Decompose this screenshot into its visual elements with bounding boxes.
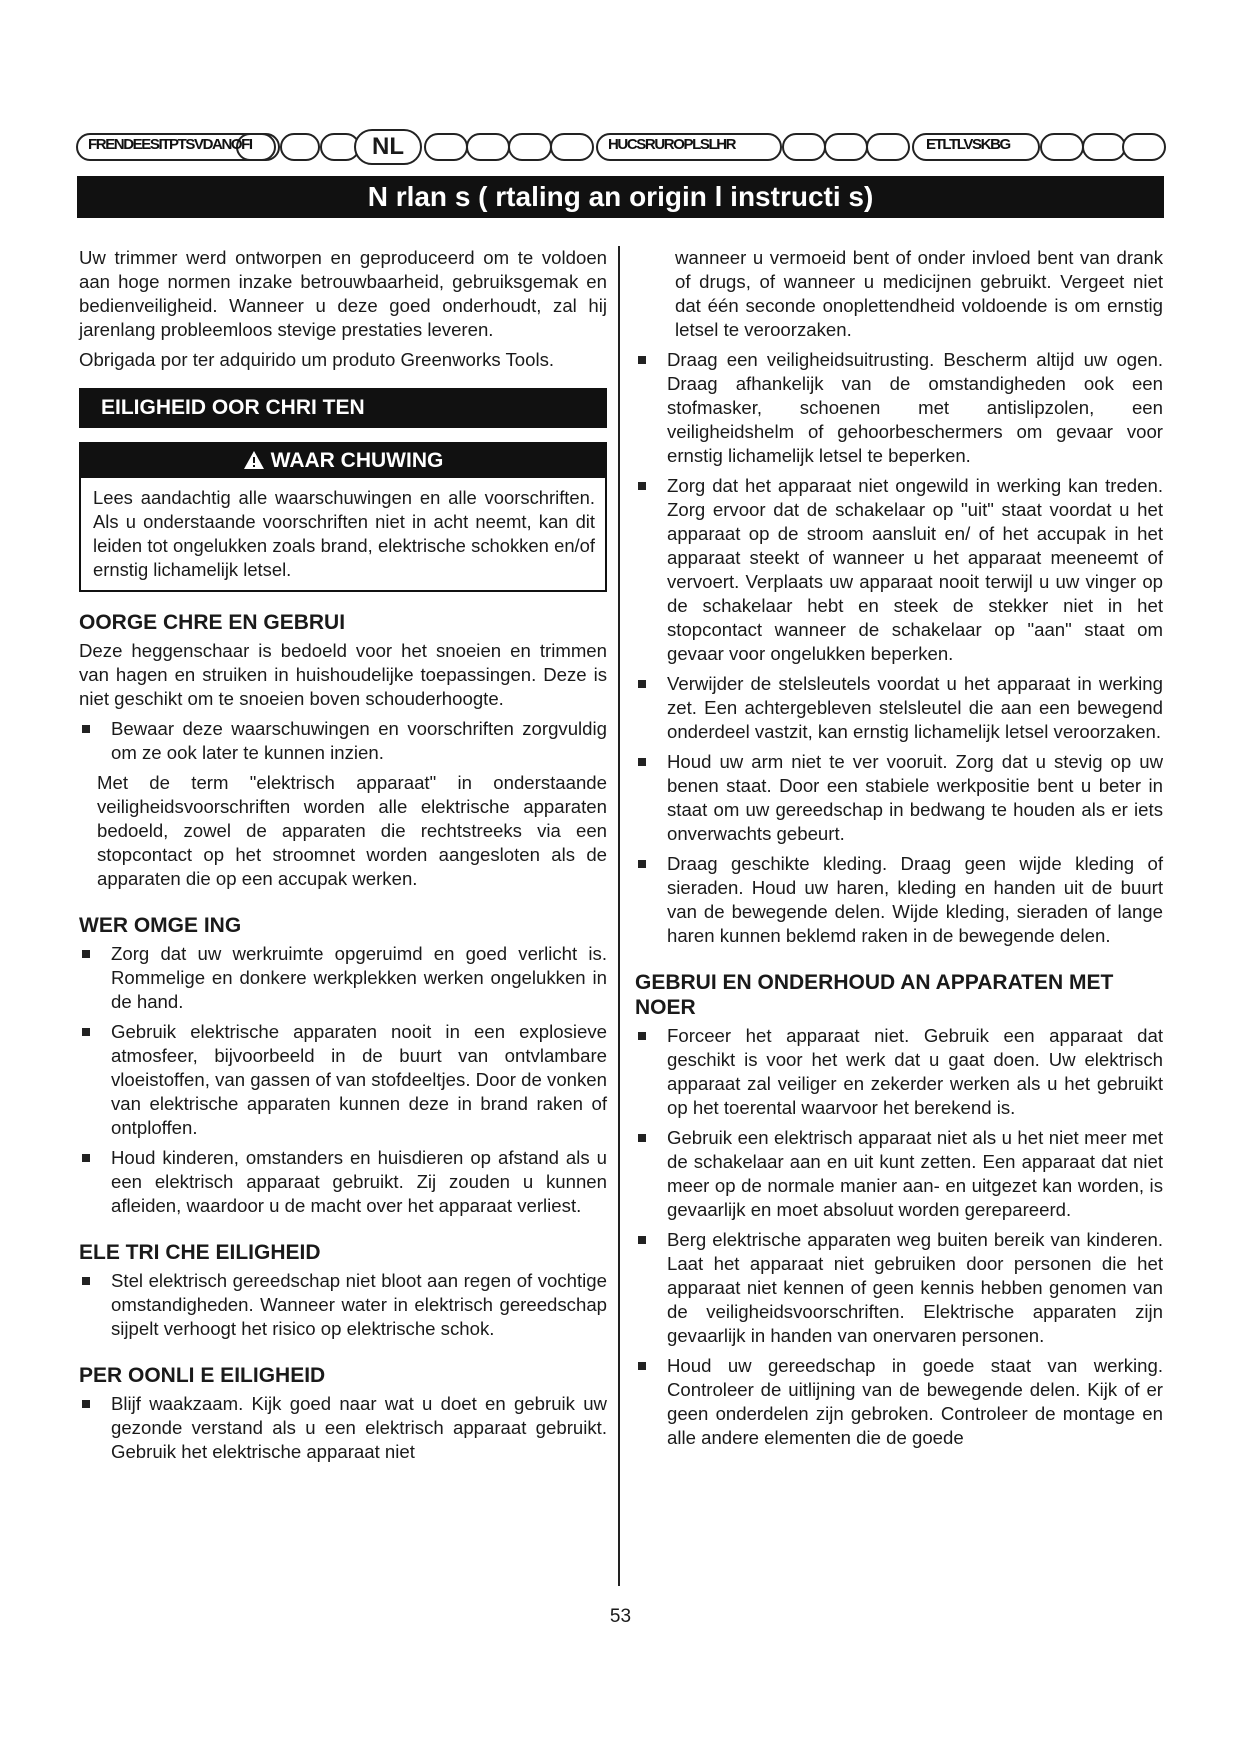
bullet-item xyxy=(635,852,1163,948)
warning-header xyxy=(81,444,605,478)
language-pill-ring xyxy=(508,133,552,161)
bullet-marker xyxy=(82,1028,90,1036)
bullet-item xyxy=(79,717,607,765)
bullet-marker xyxy=(638,482,646,490)
bullet-text: Verwijder de stelsleutels voordat u het apparaat in werking zet. Een achtergebleven stelsleutel die aan een bewegend onderdeel vastzit, kan ernstig lichamelijk letsel veroorzaken. xyxy=(667,673,1163,742)
language-codes-group-1: FRENDEESITPTSVDANOFI xyxy=(88,136,252,153)
section-heading: GEBRUI EN ONDERHOUD AN APPARATEN MET NOER xyxy=(635,971,1114,1019)
bullet-item xyxy=(635,750,1163,846)
intro-paragraph: Uw trimmer werd ontworpen en geproduceerd om te voldoen aan hoge normen inzake betrouwbaarheid, gebruiksgemak en bedienveiligheid. Wanneer u deze goed onderhoudt, zal hij jarenlang probleemloos stevige prestaties leveren. xyxy=(79,247,607,340)
column-divider xyxy=(618,246,620,1586)
bullet-text: Houd kinderen, omstanders en huisdieren op afstand als u een elektrisch apparaat gebruikt. Zij zouden u kunnen afleiden, waardoor u de macht over het apparaat verliest. xyxy=(111,1147,607,1216)
bullet-text: Houd uw gereedschap in goede staat van werking. Controleer de uitlijning van de bewegende delen. Kijk of er geen onderdelen zijn gebroken. Controleer de montage en alle andere elementen die de goede xyxy=(667,1355,1163,1448)
bullet-item xyxy=(635,1354,1163,1450)
bullet-text: Forceer het apparaat niet. Gebruik een apparaat dat geschikt is voor het werk dat u gaat doen. Uw elektrisch apparaat zal veiliger en zekerder werken als u het gebruikt op het toerental waarvoor het berekend is. xyxy=(667,1025,1163,1118)
language-pill-ring xyxy=(1040,133,1084,161)
left-column xyxy=(79,246,607,1470)
language-bar xyxy=(76,129,1166,165)
section-heading: OORGE CHRE EN GEBRUI xyxy=(79,611,346,634)
bullet-marker xyxy=(82,1277,90,1285)
bullet-item xyxy=(79,1269,607,1341)
warning-box xyxy=(79,442,607,592)
language-codes-group-3: ETLTLVSKBG xyxy=(926,136,1010,153)
bullet-marker xyxy=(638,1236,646,1244)
bullet-text: Blijf waakzaam. Kijk goed naar wat u doet en gebruik uw gezonde verstand als u een elektrisch apparaat gebruikt. Gebruik het elektrische apparaat niet xyxy=(111,1393,607,1462)
paragraph: Deze heggenschaar is bedoeld voor het snoeien en trimmen van hagen en struiken in huishoudelijke toepassingen. Deze is niet geschikt om te snoeien boven schouderhoogte. xyxy=(79,640,607,709)
bullet-marker xyxy=(638,860,646,868)
bullet-item xyxy=(79,1146,607,1218)
bullet-item xyxy=(635,1126,1163,1222)
bullet-text: Zorg dat uw werkruimte opgeruimd en goed verlicht is. Rommelige en donkere werkplekken werken ongelukken in de hand. xyxy=(111,943,607,1012)
language-pill-ring xyxy=(550,133,594,161)
bullet-item xyxy=(635,1024,1163,1120)
bullet-text: Draag een veiligheidsuitrusting. Bescherm altijd uw ogen. Draag afhankelijk van de omstandigheden ook een stofmasker, schoenen met antislipzolen, een veiligheidshelm of gehoorbeschermers om gevaar voor ernstig lichamelijk letsel te beperken. xyxy=(667,349,1163,466)
right-column xyxy=(635,246,1163,1456)
bullet-item xyxy=(79,1020,607,1140)
safety-heading-bar: EILIGHEID OOR CHRI TEN xyxy=(79,388,607,428)
bullet-item xyxy=(635,1228,1163,1348)
paragraph: Met de term "elektrisch apparaat" in onderstaande veiligheidsvoorschriften worden alle elektrische apparaten bedoeld, zowel de apparaten die rechtstreeks via een stopcontact op het stroomnet worden aangesloten als de apparaten die op een accupak werken. xyxy=(97,772,607,889)
bullet-text: Houd uw arm niet te ver vooruit. Zorg dat u stevig op uw benen staat. Door een stabiele werkpositie bent u beter in staat om uw gereedschap in bedwang te houden als er iets onverwachts gebeurt. xyxy=(667,751,1163,844)
warning-title: WAAR CHUWING xyxy=(270,449,444,472)
bullet-item xyxy=(635,672,1163,744)
bullet-marker xyxy=(82,1154,90,1162)
section-heading: PER OONLI E EILIGHEID xyxy=(79,1364,326,1387)
bullet-text: Berg elektrische apparaten weg buiten bereik van kinderen. Laat het apparaat niet gebruiken door personen die het apparaat niet kennen of geen kennis hebben genomen van de veiligheidsvoorschriften. Elektrische apparaten zijn gevaarlijk in handen van onervaren personen. xyxy=(667,1229,1163,1346)
bullet-text: Draag geschikte kleding. Draag geen wijde kleding of sieraden. Houd uw haren, kleding en handen uit de buurt van de bewegende delen. Wijde kleding, sieraden of lange haren kunnen beklemd raken in de bewegende delen. xyxy=(667,853,1163,946)
bullet-item xyxy=(635,474,1163,666)
bullet-item xyxy=(635,348,1163,468)
continued-paragraph: wanneer u vermoeid bent of onder invloed bent van drank of drugs, of wanneer u medicijnen gebruikt. Vergeet niet dat één seconde onoplettendheid voldoende is om ernstig letsel te veroorzaken. xyxy=(675,247,1163,340)
bullet-text: Stel elektrisch gereedschap niet bloot aan regen of vochtige omstandigheden. Wanneer water in elektrisch gereedschap sijpelt verhoogt het risico op elektrische schok. xyxy=(111,1270,607,1339)
bullet-marker xyxy=(638,356,646,364)
bullet-text: Gebruik elektrische apparaten nooit in een explosieve atmosfeer, bijvoorbeeld in de buurt van ontvlambare vloeistoffen, van gassen of van stofdeeltjes. Door de vonken van elektrische apparaten kunnen deze in brand raken of ontploffen. xyxy=(111,1021,607,1138)
bullet-marker xyxy=(638,1362,646,1370)
bullet-marker xyxy=(638,758,646,766)
language-pill-ring xyxy=(466,133,510,161)
bullet-text: Zorg dat het apparaat niet ongewild in werking kan treden. Zorg ervoor dat de schakelaar op "uit" staat voordat u het apparaat op de stroom aansluit en/ of het accupak in het apparaat steekt of wanneer u het apparaat meeneemt of vervoert. Verplaats uw apparaat nooit terwijl u uw vinger op de schakelaar hebt en steek de stekker niet in het stopcontact wanneer de schakelaar op "aan" staat om gevaar voor ongelukken beperken. xyxy=(667,475,1163,664)
section-heading: WER OMGE ING xyxy=(79,914,242,937)
page-title: N rlan s ( rtaling an origin l instructi s) xyxy=(77,176,1164,218)
language-pill-ring xyxy=(824,133,868,161)
bullet-item xyxy=(79,1392,607,1464)
language-pill-ring xyxy=(424,133,468,161)
language-codes-group-2: HUCSRUROPLSLHR xyxy=(608,136,736,153)
bullet-marker xyxy=(638,1032,646,1040)
bullet-marker xyxy=(82,950,90,958)
language-pill-ring xyxy=(280,133,320,161)
bullet-text: Gebruik een elektrisch apparaat niet als u het niet meer met de schakelaar aan en uit kunt zetten. Een apparaat dat niet meer op de normale manier aan- en uitgezet kan worden, is gevaarlijk en moet absoluut worden gerepareerd. xyxy=(667,1127,1163,1220)
bullet-marker xyxy=(82,1400,90,1408)
intro-thanks: Obrigada por ter adquirido um produto Greenworks Tools. xyxy=(79,349,555,370)
language-pill-ring xyxy=(1082,133,1126,161)
page-number: 53 xyxy=(609,1606,632,1627)
bullet-item xyxy=(79,942,607,1014)
language-pill-ring xyxy=(1122,133,1166,161)
current-language-badge: NL xyxy=(354,129,422,165)
warning-triangle-icon xyxy=(243,447,265,481)
bullet-marker xyxy=(638,1134,646,1142)
language-pill-ring xyxy=(866,133,910,161)
bullet-marker xyxy=(638,680,646,688)
language-pill-ring xyxy=(782,133,826,161)
warning-text: Lees aandachtig alle waarschuwingen en alle voorschriften. Als u onderstaande voorschriften niet in acht neemt, kan dit leiden tot ongelukken zoals brand, elektrische schokken en/of ernstig lichamelijk letsel. xyxy=(93,487,595,580)
bullet-marker xyxy=(82,725,90,733)
section-heading: ELE TRI CHE EILIGHEID xyxy=(79,1241,321,1264)
bullet-text: Bewaar deze waarschuwingen en voorschriften zorgvuldig om ze ook later te kunnen inzien. xyxy=(111,718,607,763)
